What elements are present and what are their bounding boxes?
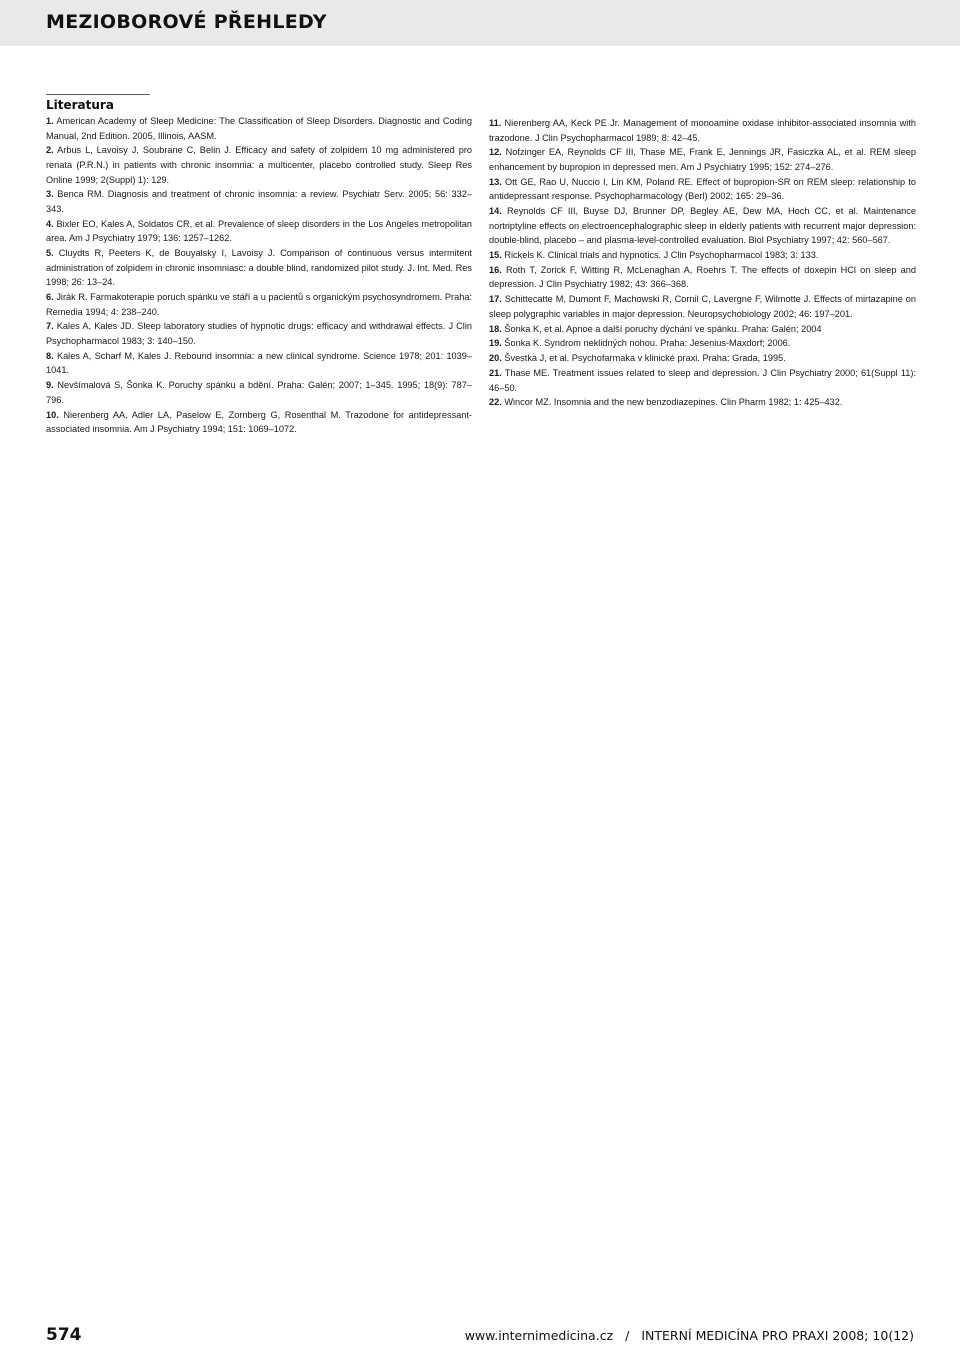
reference-number: 14. (489, 206, 502, 217)
reference-item (489, 204, 916, 248)
reference-number: 22. (489, 397, 502, 408)
reference-number: 16. (489, 264, 502, 275)
reference-text: Cluydts R, Peeters K, de Bouyalsky I, Lavoisy J. Comparison of continuous versus intermitent administration of zolpidem in chronic insomniasc: a double blind, randomized pilot study. J. Int. Med. Res 1998; 26: 13–24. (46, 248, 472, 288)
reference-item (46, 217, 472, 246)
reference-text: Kales A, Kales JD. Sleep laboratory studies of hypnotic drugs: efficacy and withdrawal effects. J Clin Psychopharmacol 1983; 3: 140–150. (46, 321, 472, 347)
reference-text: Schittecatte M, Dumont F, Machowski R, Cornil C, Lavergne F, Wilmotte J. Effects of mirtazapine on sleep polygraphic variables in major depression. Neuropsychobiology 2002; 46: 197–201. (489, 294, 916, 319)
reference-number: 19. (489, 338, 502, 349)
reference-item (489, 175, 916, 204)
reference-item (489, 351, 916, 366)
reference-text: Nierenberg AA, Adler LA, Paselow E, Zornberg G, Rosenthal M. Trazodone for antidepressant-associated insomnia. Am J Psychiatry 1994; 151: 1069–1072. (46, 409, 472, 435)
footer-separator: / (625, 1328, 630, 1343)
reference-text: Roth T, Zorick F, Witting R, McLenaghan A, Roehrs T. The effects of doxepin HCl on sleep and depression. J Clin Psychiatry 1982; 43: 366–368. (489, 264, 916, 290)
footer-journal: INTERNÍ MEDICÍNA PRO PRAXI 2008; 10(12) (641, 1328, 914, 1343)
reference-item (46, 290, 472, 319)
reference-text: Jirák R. Farmakoterapie poruch spánku ve stáří a u pacientů s organickým psychosyndromem. Praha: Remedia 1994; 4: 238–240. (46, 292, 472, 317)
reference-item (489, 263, 916, 292)
reference-item (46, 408, 472, 437)
reference-item (489, 145, 916, 174)
reference-number: 15. (489, 250, 502, 261)
footer-website: www.internimedicina.cz (464, 1328, 614, 1343)
reference-number: 3. (46, 189, 54, 200)
reference-number: 2. (46, 145, 54, 156)
reference-text: Wincor MZ. Insomnia and the new benzodiazepines. Clin Pharm 1982; 1: 425–432. (504, 397, 843, 408)
heading-rule (46, 94, 150, 95)
reference-text: Reynolds CF III, Buyse DJ, Brunner DP, Begley AE, Dew MA, Hoch CC, et al. Maintenance nortriptyline effects on electroencephalographic sleep in elderly patients with recurrent major depression: double-blind, placebo – and plasma-level-controlled evaluation. Biol Psychiatry 1997; 42: 560–567. (489, 206, 916, 246)
reference-item (46, 378, 472, 407)
reference-number: 17. (489, 294, 502, 305)
reference-number: 9. (46, 380, 54, 391)
reference-item (489, 336, 916, 351)
references-heading: Literatura (46, 98, 114, 112)
reference-number: 13. (489, 176, 502, 187)
reference-number: 11. (489, 118, 502, 128)
reference-item (489, 248, 916, 263)
references-column-right (489, 116, 916, 410)
footer-citation (465, 1328, 914, 1343)
reference-item (46, 114, 472, 143)
reference-text: Ott GE, Rao U, Nuccio I, Lin KM, Poland RE. Effect of bupropion-SR on REM sleep: relationship to antidepressant response. Psychopharmacology (Berl) 2002; 165: 29–36. (489, 176, 916, 202)
page-number: 574 (46, 1325, 82, 1345)
reference-text: American Academy of Sleep Medicine: The Classification of Sleep Disorders. Diagnostic and Coding Manual, 2nd Edition. 2005, Illinois, AASM. (46, 116, 472, 141)
reference-number: 4. (46, 218, 54, 229)
reference-item (489, 395, 916, 410)
reference-number: 6. (46, 292, 54, 303)
reference-number: 8. (46, 350, 54, 361)
reference-number: 21. (489, 367, 502, 378)
reference-number: 5. (46, 248, 54, 259)
reference-item (46, 246, 472, 290)
references-column-left (46, 114, 472, 437)
reference-item (489, 292, 916, 321)
reference-text: Šonka K, et al. Apnoe a další poruchy dýchání ve spánku. Praha: Galén; 2004 (504, 323, 822, 334)
reference-text: Arbus L, Lavoisy J, Soubrane C, Belin J. Efficacy and safety of zolpidem 10 mg administered pro renata (P.R.N.) in patients with chronic insomnia: a multicenter, placebo controlled study. Sleep Res Online 1999; 2(Suppl) 1): 129. (46, 145, 473, 185)
reference-item (489, 366, 916, 395)
section-title: MEZIOBOROVÉ PŘEHLEDY (46, 11, 327, 33)
reference-number: 20. (489, 353, 502, 364)
reference-text: Benca RM. Diagnosis and treatment of chronic insomnia: a review. Psychiatr Serv. 2005; 56: 332–343. (46, 189, 472, 214)
reference-text: Šonka K. Syndrom neklidných nohou. Praha: Jesenius-Maxdorf; 2006. (504, 338, 791, 349)
reference-item (489, 116, 916, 145)
reference-text: Kales A, Scharf M, Kales J. Rebound insomnia: a new clinical syndrome. Science 1978; 201: 1039–1041. (46, 350, 472, 376)
reference-item (46, 349, 472, 378)
reference-item (489, 322, 916, 337)
reference-number: 18. (489, 323, 502, 334)
reference-text: Rickels K. Clinical trials and hypnotics. J Clin Psychopharmacol 1983; 3: 133. (504, 250, 819, 261)
reference-number: 7. (46, 321, 54, 332)
reference-item (46, 319, 472, 348)
reference-number: 1. (46, 116, 54, 126)
reference-item (46, 187, 472, 216)
reference-text: Thase ME. Treatment issues related to sleep and depression. J Clin Psychiatry 2000; 61(Suppl 11): 46–50. (489, 367, 916, 393)
header-bar (0, 0, 960, 46)
reference-number: 12. (489, 147, 502, 158)
reference-number: 10. (46, 409, 59, 420)
reference-text: Švestka J, et al. Psychofarmaka v klinické praxi. Praha: Grada, 1995. (504, 353, 786, 364)
reference-text: Nevšímalová S, Šonka K. Poruchy spánku a bdění. Praha: Galén; 2007; 1–345. 1995; 18(9): 787–796. (46, 380, 472, 405)
reference-item (46, 143, 472, 187)
reference-text: Nofzinger EA, Reynolds CF III, Thase ME, Frank E, Jennings JR, Fasiczka AL, et al. REM sleep enhancement by bupropion in depressed men. Am J Psychiatry 1995; 152: 274–276. (489, 147, 916, 172)
reference-text: Nierenberg AA, Keck PE Jr. Management of monoamine oxidase inhibitor-associated insomnia with trazodone. J Clin Psychopharmacol 1989; 8: 42–45. (489, 118, 916, 143)
reference-text: Bixler EO, Kales A, Soldatos CR, et al. Prevalence of sleep disorders in the Los Angeles metropolitan area. Am J Psychiatry 1979; 136: 1257–1262. (46, 218, 472, 244)
